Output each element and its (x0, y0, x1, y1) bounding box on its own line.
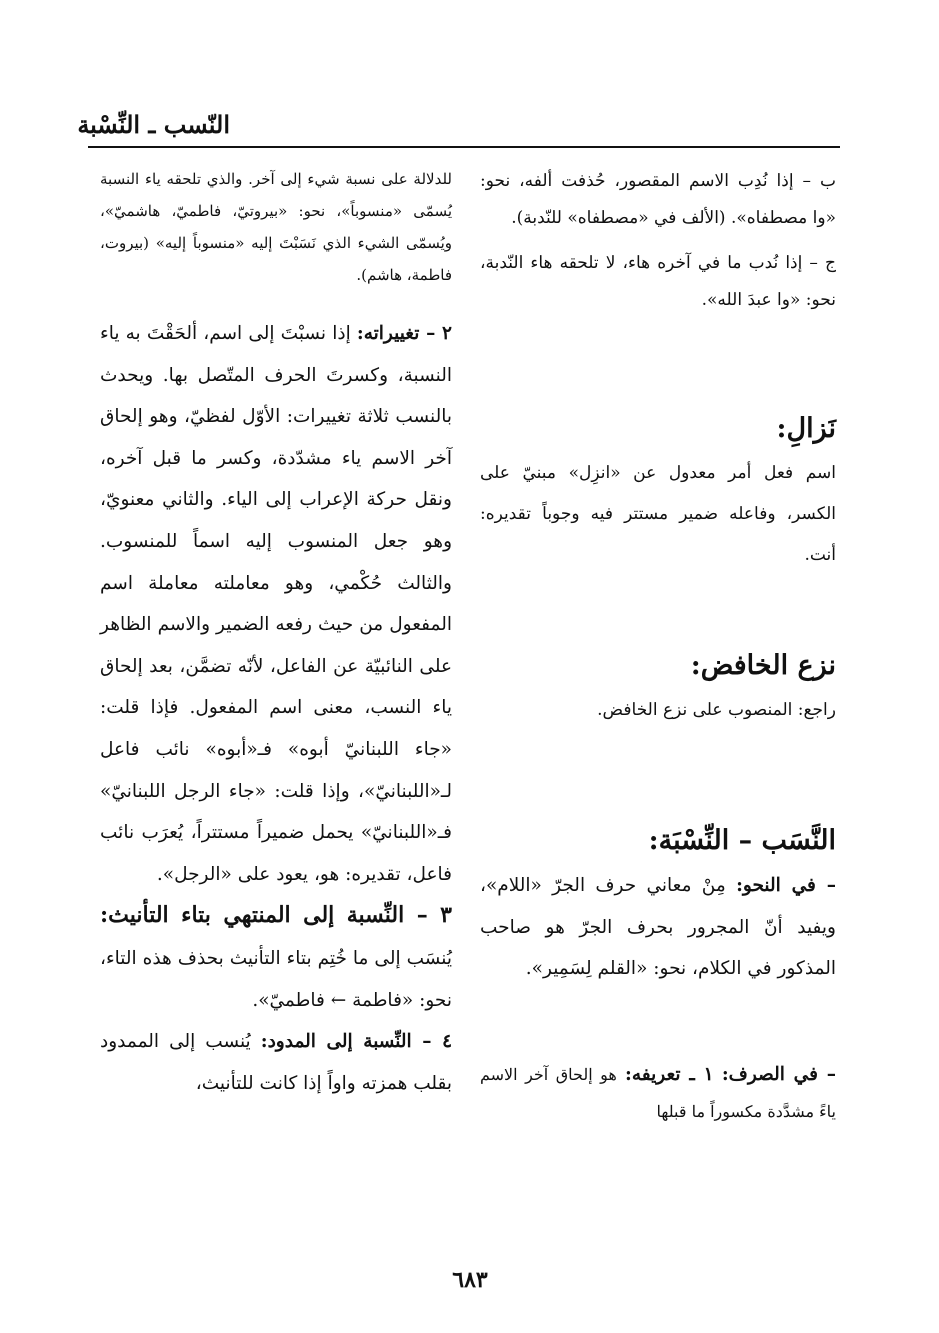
sarf-sub-lead: ١ ـ تعريفه: (625, 1063, 714, 1085)
entry-text-nazal: اسم فعل أمر معدول عن «انزِل» مبنيّ على الكسر، وفاعله ضمير مستتر فيه وجوباً تقديره: أنت. (480, 463, 836, 565)
entry-headword-nazal: نَزالِ: (776, 413, 836, 444)
nasab-continuation: للدلالة على نسبة شيء إلى آخر. والذي تلحقه ياء النسبة يُسمّى «منسوباً»، نحو: «بيروتيّ، فاطميّ، هاشميّ»، ويُسمّى الشيء الذي نَسَبْتَ إليه «منسوباً إليه» (بيروت، فاطمة، هاشم). (100, 170, 452, 284)
nadb-item-b: ب – إذا نُدِب الاسم المقصور، حُذفت ألفه، نحو: «وا مصطفاه». (الألف في «مصطفاه» للنّدبة). (480, 171, 836, 228)
section-2-lead: ٢ – تغييراته: (356, 323, 452, 344)
section-2-changes (100, 313, 452, 895)
section-3-lead: ٣ – النِّسبة إلى المنتهي بتاء التأنيث: (100, 902, 452, 929)
left-column (100, 163, 452, 1104)
section-3-ta-marbuta (100, 895, 452, 1021)
entry-headword-nasab: النَّسَب – النِّسْبَة: (648, 825, 836, 856)
nadb-item-c: ج – إذا نُدب ما في آخره هاء، لا تلحقه هاء النّدبة، نحو: «وا عبدَ الله». (480, 253, 836, 310)
entry-text-naz-al-khafid: راجع: المنصوب على نزع الخافض. (597, 700, 836, 720)
section-4-mamdud (100, 1021, 452, 1104)
section-4-text: يُنسب إلى الممدود بقلب همزته واواً إذا كانت للتأنيث، (100, 1031, 452, 1094)
entry-text-nasab-sarf (480, 1056, 836, 1130)
sarf-lead: – في الصرف: (721, 1063, 836, 1085)
header-rule (88, 146, 840, 148)
right-column (480, 163, 836, 1130)
section-2-text: إذا نسبْتَ إلى اسم، ألحَقْتَ به ياء النسبة، وكسرتَ الحرف المتّصل بها. ويحدث بالنسب ثلاثة تغييرات: الأوّل لفظيّ، وهو إلحاق آخر الاسم ياء مشدّدة، وكسر ما قبل آخره، ونقل حركة الإعراب إلى الياء. والثاني معنويّ، وهو جعل المنسوب إليه اسماً للمنسوب. والثالث حُكْمي، وهو معاملته معاملة اسم المفعول من حيث رفعه الضمير والاسم الظاهر على النائبيّة عن الفاعل، لأنّه تضمَّن، بعد إلحاق ياء النسب، معنى اسم المفعول. فإذا قلت: «جاء اللبنانيّ أبوه» فـ«أبوه» نائب فاعل لـ«اللبنانيّ»، وإذا قلت: «جاء الرجل اللبنانيّ» فـ«اللبنانيّ» يحمل ضميراً مستتراً، يُعرَب نائب فاعل، تقديره: هو، يعود على «الرجل». (100, 323, 452, 885)
page-number: ٦٨٣ (452, 1267, 488, 1293)
section-4-lead: ٤ – النِّسبة إلى المدود: (260, 1031, 452, 1053)
entry-headword-naz-al-khafid: نزع الخافض: (690, 650, 836, 681)
nahw-text: مِنْ معاني حرف الجرّ «اللام»، ويفيد أنّ المجرور بحرف الجرّ هو صاحب المذكور في الكلام، نحو: «القلم لِسَمِير». (480, 875, 836, 980)
entry-text-nasab-nahw (480, 865, 836, 990)
sarf-text: هو إلحاق آخر الاسم ياءً مشدَّدة مكسوراً ما قبلها (480, 1064, 836, 1121)
section-3-text: يُنسَب إلى ما خُتِم بتاء التأنيث بحذف هذه التاء، نحو: «فاطمة ← فاطميّ». (100, 947, 452, 1011)
nahw-lead: – في النحو: (736, 875, 836, 896)
running-head: النّسب ـ النِّسْبة (77, 110, 230, 139)
